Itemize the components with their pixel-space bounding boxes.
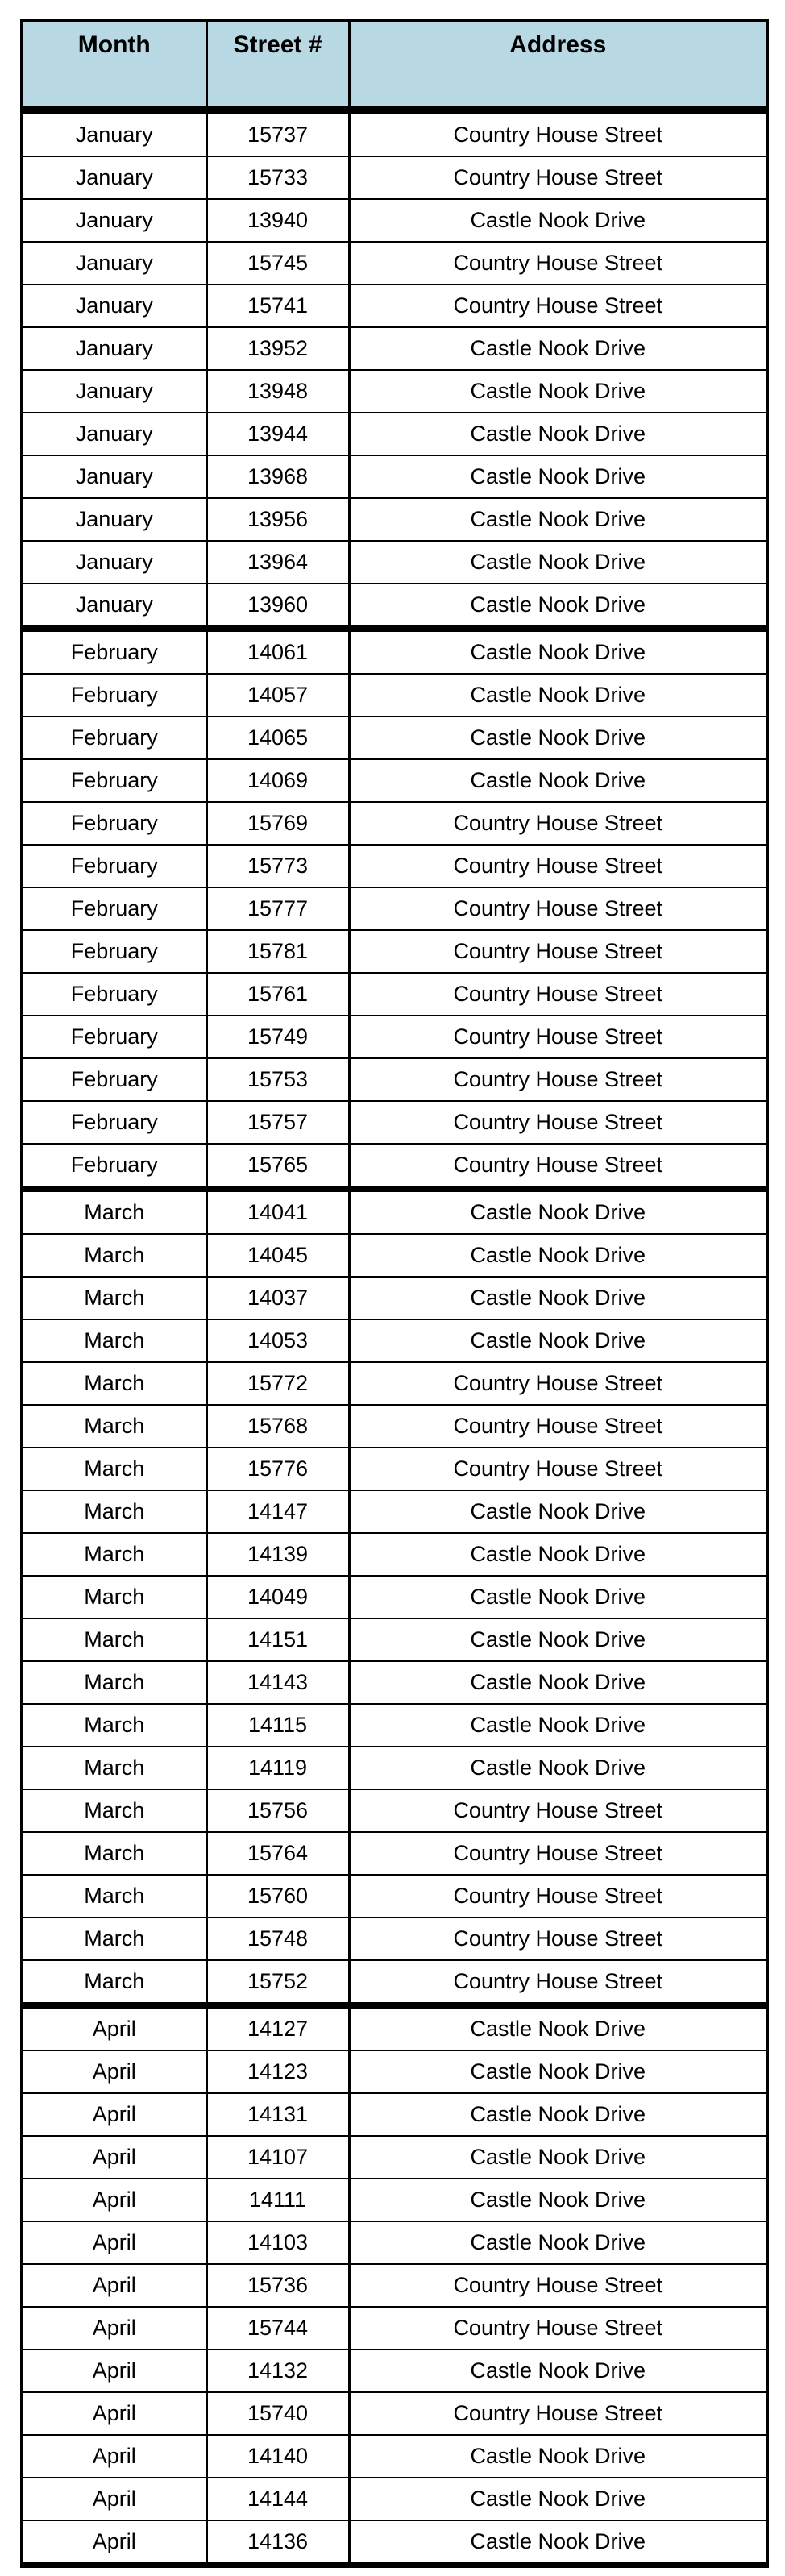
street-number-cell: 14136 xyxy=(206,2520,349,2566)
month-cell: February xyxy=(22,1016,206,1058)
table-row xyxy=(22,1490,767,1533)
address-cell: Country House Street xyxy=(349,930,767,973)
address-cell: Castle Nook Drive xyxy=(349,413,767,455)
month-cell: January xyxy=(22,370,206,413)
table-row xyxy=(22,1704,767,1747)
address-cell: Castle Nook Drive xyxy=(349,1234,767,1277)
month-cell: March xyxy=(22,1189,206,1234)
column-header-month: Month xyxy=(22,20,206,110)
street-number-cell: 13948 xyxy=(206,370,349,413)
table-row xyxy=(22,1189,767,1234)
address-cell: Country House Street xyxy=(349,285,767,327)
table-row xyxy=(22,759,767,802)
month-cell: February xyxy=(22,674,206,717)
street-number-cell: 13952 xyxy=(206,327,349,370)
table-header xyxy=(22,20,767,110)
month-cell: February xyxy=(22,930,206,973)
street-number-cell: 14037 xyxy=(206,1277,349,1319)
month-cell: March xyxy=(22,1917,206,1960)
street-number-cell: 14041 xyxy=(206,1189,349,1234)
table-row xyxy=(22,1661,767,1704)
table-row xyxy=(22,541,767,584)
street-number-cell: 14111 xyxy=(206,2179,349,2221)
month-cell: February xyxy=(22,973,206,1016)
street-number-cell: 14139 xyxy=(206,1533,349,1576)
street-number-cell: 14061 xyxy=(206,629,349,674)
street-number-cell: 15764 xyxy=(206,1832,349,1875)
street-number-cell: 14057 xyxy=(206,674,349,717)
month-cell: February xyxy=(22,759,206,802)
table-row xyxy=(22,973,767,1016)
address-cell: Country House Street xyxy=(349,242,767,285)
address-cell: Castle Nook Drive xyxy=(349,1490,767,1533)
street-number-cell: 15773 xyxy=(206,845,349,887)
table-row xyxy=(22,1277,767,1319)
street-number-cell: 14115 xyxy=(206,1704,349,1747)
street-number-cell: 14123 xyxy=(206,2050,349,2093)
month-cell: March xyxy=(22,1789,206,1832)
table-row xyxy=(22,1747,767,1789)
month-cell: January xyxy=(22,327,206,370)
table-row xyxy=(22,2221,767,2264)
month-cell: February xyxy=(22,845,206,887)
address-cell: Country House Street xyxy=(349,1144,767,1189)
month-cell: March xyxy=(22,1490,206,1533)
table-row xyxy=(22,1362,767,1405)
street-number-cell: 14144 xyxy=(206,2478,349,2520)
address-cell: Castle Nook Drive xyxy=(349,2478,767,2520)
month-cell: April xyxy=(22,2264,206,2307)
address-cell: Country House Street xyxy=(349,1405,767,1448)
street-number-cell: 13956 xyxy=(206,498,349,541)
month-cell: April xyxy=(22,2392,206,2435)
month-cell: January xyxy=(22,199,206,242)
table-row xyxy=(22,2093,767,2136)
street-number-cell: 15740 xyxy=(206,2392,349,2435)
street-number-cell: 14045 xyxy=(206,1234,349,1277)
table-row xyxy=(22,2264,767,2307)
street-number-cell: 14132 xyxy=(206,2350,349,2392)
table-row xyxy=(22,242,767,285)
month-cell: January xyxy=(22,413,206,455)
address-cell: Castle Nook Drive xyxy=(349,717,767,759)
address-cell: Castle Nook Drive xyxy=(349,455,767,498)
address-cell: Castle Nook Drive xyxy=(349,674,767,717)
street-number-cell: 14049 xyxy=(206,1576,349,1618)
address-cell: Country House Street xyxy=(349,1362,767,1405)
table-row xyxy=(22,2392,767,2435)
address-cell: Castle Nook Drive xyxy=(349,199,767,242)
month-cell: April xyxy=(22,2093,206,2136)
address-cell: Castle Nook Drive xyxy=(349,2093,767,2136)
table-row xyxy=(22,1101,767,1144)
address-cell: Country House Street xyxy=(349,2264,767,2307)
table-row xyxy=(22,887,767,930)
address-cell: Country House Street xyxy=(349,1832,767,1875)
street-number-cell: 14143 xyxy=(206,1661,349,1704)
street-number-cell: 15733 xyxy=(206,156,349,199)
column-header-street-number: Street # xyxy=(206,20,349,110)
street-number-cell: 15777 xyxy=(206,887,349,930)
street-number-cell: 15761 xyxy=(206,973,349,1016)
table-row xyxy=(22,413,767,455)
street-number-cell: 15745 xyxy=(206,242,349,285)
month-cell: March xyxy=(22,1875,206,1917)
table-row xyxy=(22,1960,767,2005)
table-row xyxy=(22,199,767,242)
address-cell: Country House Street xyxy=(349,2392,767,2435)
table-row xyxy=(22,717,767,759)
street-number-cell: 13940 xyxy=(206,199,349,242)
address-cell: Country House Street xyxy=(349,1016,767,1058)
address-cell: Castle Nook Drive xyxy=(349,498,767,541)
table-row xyxy=(22,1917,767,1960)
month-cell: March xyxy=(22,1533,206,1576)
month-cell: April xyxy=(22,2478,206,2520)
table-row xyxy=(22,1016,767,1058)
address-cell: Castle Nook Drive xyxy=(349,1277,767,1319)
address-cell: Country House Street xyxy=(349,1448,767,1490)
street-number-cell: 14119 xyxy=(206,1747,349,1789)
month-cell: April xyxy=(22,2435,206,2478)
month-cell: April xyxy=(22,2350,206,2392)
table-row xyxy=(22,2350,767,2392)
month-cell: March xyxy=(22,1832,206,1875)
street-number-cell: 14107 xyxy=(206,2136,349,2179)
month-cell: April xyxy=(22,2307,206,2350)
month-cell: January xyxy=(22,455,206,498)
address-cell: Country House Street xyxy=(349,2307,767,2350)
month-cell: March xyxy=(22,1576,206,1618)
table-row xyxy=(22,2435,767,2478)
month-cell: February xyxy=(22,802,206,845)
month-cell: March xyxy=(22,1704,206,1747)
table-row xyxy=(22,370,767,413)
column-header-address: Address xyxy=(349,20,767,110)
table-row xyxy=(22,110,767,156)
street-number-cell: 15765 xyxy=(206,1144,349,1189)
table-row xyxy=(22,2520,767,2566)
month-cell: March xyxy=(22,1661,206,1704)
street-number-cell: 15741 xyxy=(206,285,349,327)
month-cell: April xyxy=(22,2179,206,2221)
street-number-cell: 15753 xyxy=(206,1058,349,1101)
address-cell: Country House Street xyxy=(349,1960,767,2005)
table-row xyxy=(22,1405,767,1448)
month-cell: April xyxy=(22,2136,206,2179)
month-cell: March xyxy=(22,1319,206,1362)
street-number-cell: 15776 xyxy=(206,1448,349,1490)
street-number-cell: 15772 xyxy=(206,1362,349,1405)
month-cell: April xyxy=(22,2520,206,2566)
table-row xyxy=(22,1832,767,1875)
address-cell: Castle Nook Drive xyxy=(349,2350,767,2392)
month-cell: January xyxy=(22,242,206,285)
month-cell: March xyxy=(22,1747,206,1789)
street-number-cell: 15768 xyxy=(206,1405,349,1448)
table-row xyxy=(22,674,767,717)
month-cell: January xyxy=(22,498,206,541)
address-cell: Castle Nook Drive xyxy=(349,759,767,802)
monthly-addresses-table xyxy=(20,19,769,2568)
month-cell: March xyxy=(22,1960,206,2005)
street-number-cell: 14131 xyxy=(206,2093,349,2136)
address-cell: Castle Nook Drive xyxy=(349,1747,767,1789)
table-row xyxy=(22,2136,767,2179)
month-cell: March xyxy=(22,1618,206,1661)
month-cell: April xyxy=(22,2221,206,2264)
address-cell: Country House Street xyxy=(349,1917,767,1960)
address-cell: Country House Street xyxy=(349,156,767,199)
month-cell: February xyxy=(22,1058,206,1101)
month-cell: March xyxy=(22,1234,206,1277)
street-number-cell: 14140 xyxy=(206,2435,349,2478)
table-row xyxy=(22,1234,767,1277)
street-number-cell: 13968 xyxy=(206,455,349,498)
month-cell: January xyxy=(22,584,206,629)
address-cell: Castle Nook Drive xyxy=(349,584,767,629)
address-cell: Castle Nook Drive xyxy=(349,1189,767,1234)
address-cell: Castle Nook Drive xyxy=(349,1704,767,1747)
address-cell: Country House Street xyxy=(349,1101,767,1144)
street-number-cell: 13960 xyxy=(206,584,349,629)
table-row xyxy=(22,2050,767,2093)
month-cell: February xyxy=(22,1144,206,1189)
table-row xyxy=(22,1618,767,1661)
street-number-cell: 15752 xyxy=(206,1960,349,2005)
address-cell: Country House Street xyxy=(349,1789,767,1832)
street-number-cell: 13964 xyxy=(206,541,349,584)
table-row xyxy=(22,2307,767,2350)
street-number-cell: 15749 xyxy=(206,1016,349,1058)
address-cell: Castle Nook Drive xyxy=(349,1533,767,1576)
street-number-cell: 15760 xyxy=(206,1875,349,1917)
address-cell: Country House Street xyxy=(349,845,767,887)
table-row xyxy=(22,1144,767,1189)
address-cell: Country House Street xyxy=(349,802,767,845)
address-cell: Castle Nook Drive xyxy=(349,2050,767,2093)
address-cell: Castle Nook Drive xyxy=(349,2179,767,2221)
month-cell: April xyxy=(22,2050,206,2093)
street-number-cell: 15769 xyxy=(206,802,349,845)
address-cell: Country House Street xyxy=(349,973,767,1016)
table-row xyxy=(22,845,767,887)
month-cell: February xyxy=(22,887,206,930)
street-number-cell: 15781 xyxy=(206,930,349,973)
table-body xyxy=(22,110,767,2566)
table-row xyxy=(22,1319,767,1362)
street-number-cell: 15757 xyxy=(206,1101,349,1144)
table-row xyxy=(22,1789,767,1832)
address-cell: Castle Nook Drive xyxy=(349,1661,767,1704)
street-number-cell: 15748 xyxy=(206,1917,349,1960)
table-row xyxy=(22,2005,767,2050)
table-row xyxy=(22,1533,767,1576)
street-number-cell: 15744 xyxy=(206,2307,349,2350)
address-cell: Castle Nook Drive xyxy=(349,629,767,674)
month-cell: January xyxy=(22,110,206,156)
street-number-cell: 13944 xyxy=(206,413,349,455)
table-row xyxy=(22,2478,767,2520)
table-row xyxy=(22,629,767,674)
street-number-cell: 15736 xyxy=(206,2264,349,2307)
address-cell: Castle Nook Drive xyxy=(349,370,767,413)
street-number-cell: 14069 xyxy=(206,759,349,802)
street-number-cell: 14151 xyxy=(206,1618,349,1661)
table-row xyxy=(22,1875,767,1917)
table-row xyxy=(22,1576,767,1618)
street-number-cell: 14103 xyxy=(206,2221,349,2264)
month-cell: March xyxy=(22,1277,206,1319)
street-number-cell: 15737 xyxy=(206,110,349,156)
table-row xyxy=(22,1058,767,1101)
month-cell: February xyxy=(22,1101,206,1144)
street-number-cell: 14147 xyxy=(206,1490,349,1533)
address-cell: Castle Nook Drive xyxy=(349,541,767,584)
address-cell: Country House Street xyxy=(349,1058,767,1101)
address-cell: Castle Nook Drive xyxy=(349,1618,767,1661)
address-cell: Country House Street xyxy=(349,1875,767,1917)
month-cell: February xyxy=(22,629,206,674)
table-row xyxy=(22,327,767,370)
address-cell: Castle Nook Drive xyxy=(349,2520,767,2566)
month-cell: January xyxy=(22,156,206,199)
address-cell: Castle Nook Drive xyxy=(349,327,767,370)
address-cell: Castle Nook Drive xyxy=(349,2136,767,2179)
header-row xyxy=(22,20,767,110)
table-row xyxy=(22,455,767,498)
table-row xyxy=(22,930,767,973)
table-row xyxy=(22,285,767,327)
address-cell: Castle Nook Drive xyxy=(349,2221,767,2264)
month-cell: March xyxy=(22,1448,206,1490)
month-cell: January xyxy=(22,541,206,584)
month-cell: March xyxy=(22,1362,206,1405)
street-number-cell: 15756 xyxy=(206,1789,349,1832)
table-row xyxy=(22,156,767,199)
address-cell: Castle Nook Drive xyxy=(349,2005,767,2050)
address-cell: Country House Street xyxy=(349,887,767,930)
street-number-cell: 14127 xyxy=(206,2005,349,2050)
month-cell: March xyxy=(22,1405,206,1448)
month-cell: January xyxy=(22,285,206,327)
month-cell: April xyxy=(22,2005,206,2050)
street-number-cell: 14053 xyxy=(206,1319,349,1362)
address-cell: Country House Street xyxy=(349,110,767,156)
address-cell: Castle Nook Drive xyxy=(349,1319,767,1362)
table-row xyxy=(22,802,767,845)
street-number-cell: 14065 xyxy=(206,717,349,759)
table-row xyxy=(22,584,767,629)
address-cell: Castle Nook Drive xyxy=(349,1576,767,1618)
table-row xyxy=(22,1448,767,1490)
table-row xyxy=(22,2179,767,2221)
table-row xyxy=(22,498,767,541)
month-cell: February xyxy=(22,717,206,759)
address-cell: Castle Nook Drive xyxy=(349,2435,767,2478)
